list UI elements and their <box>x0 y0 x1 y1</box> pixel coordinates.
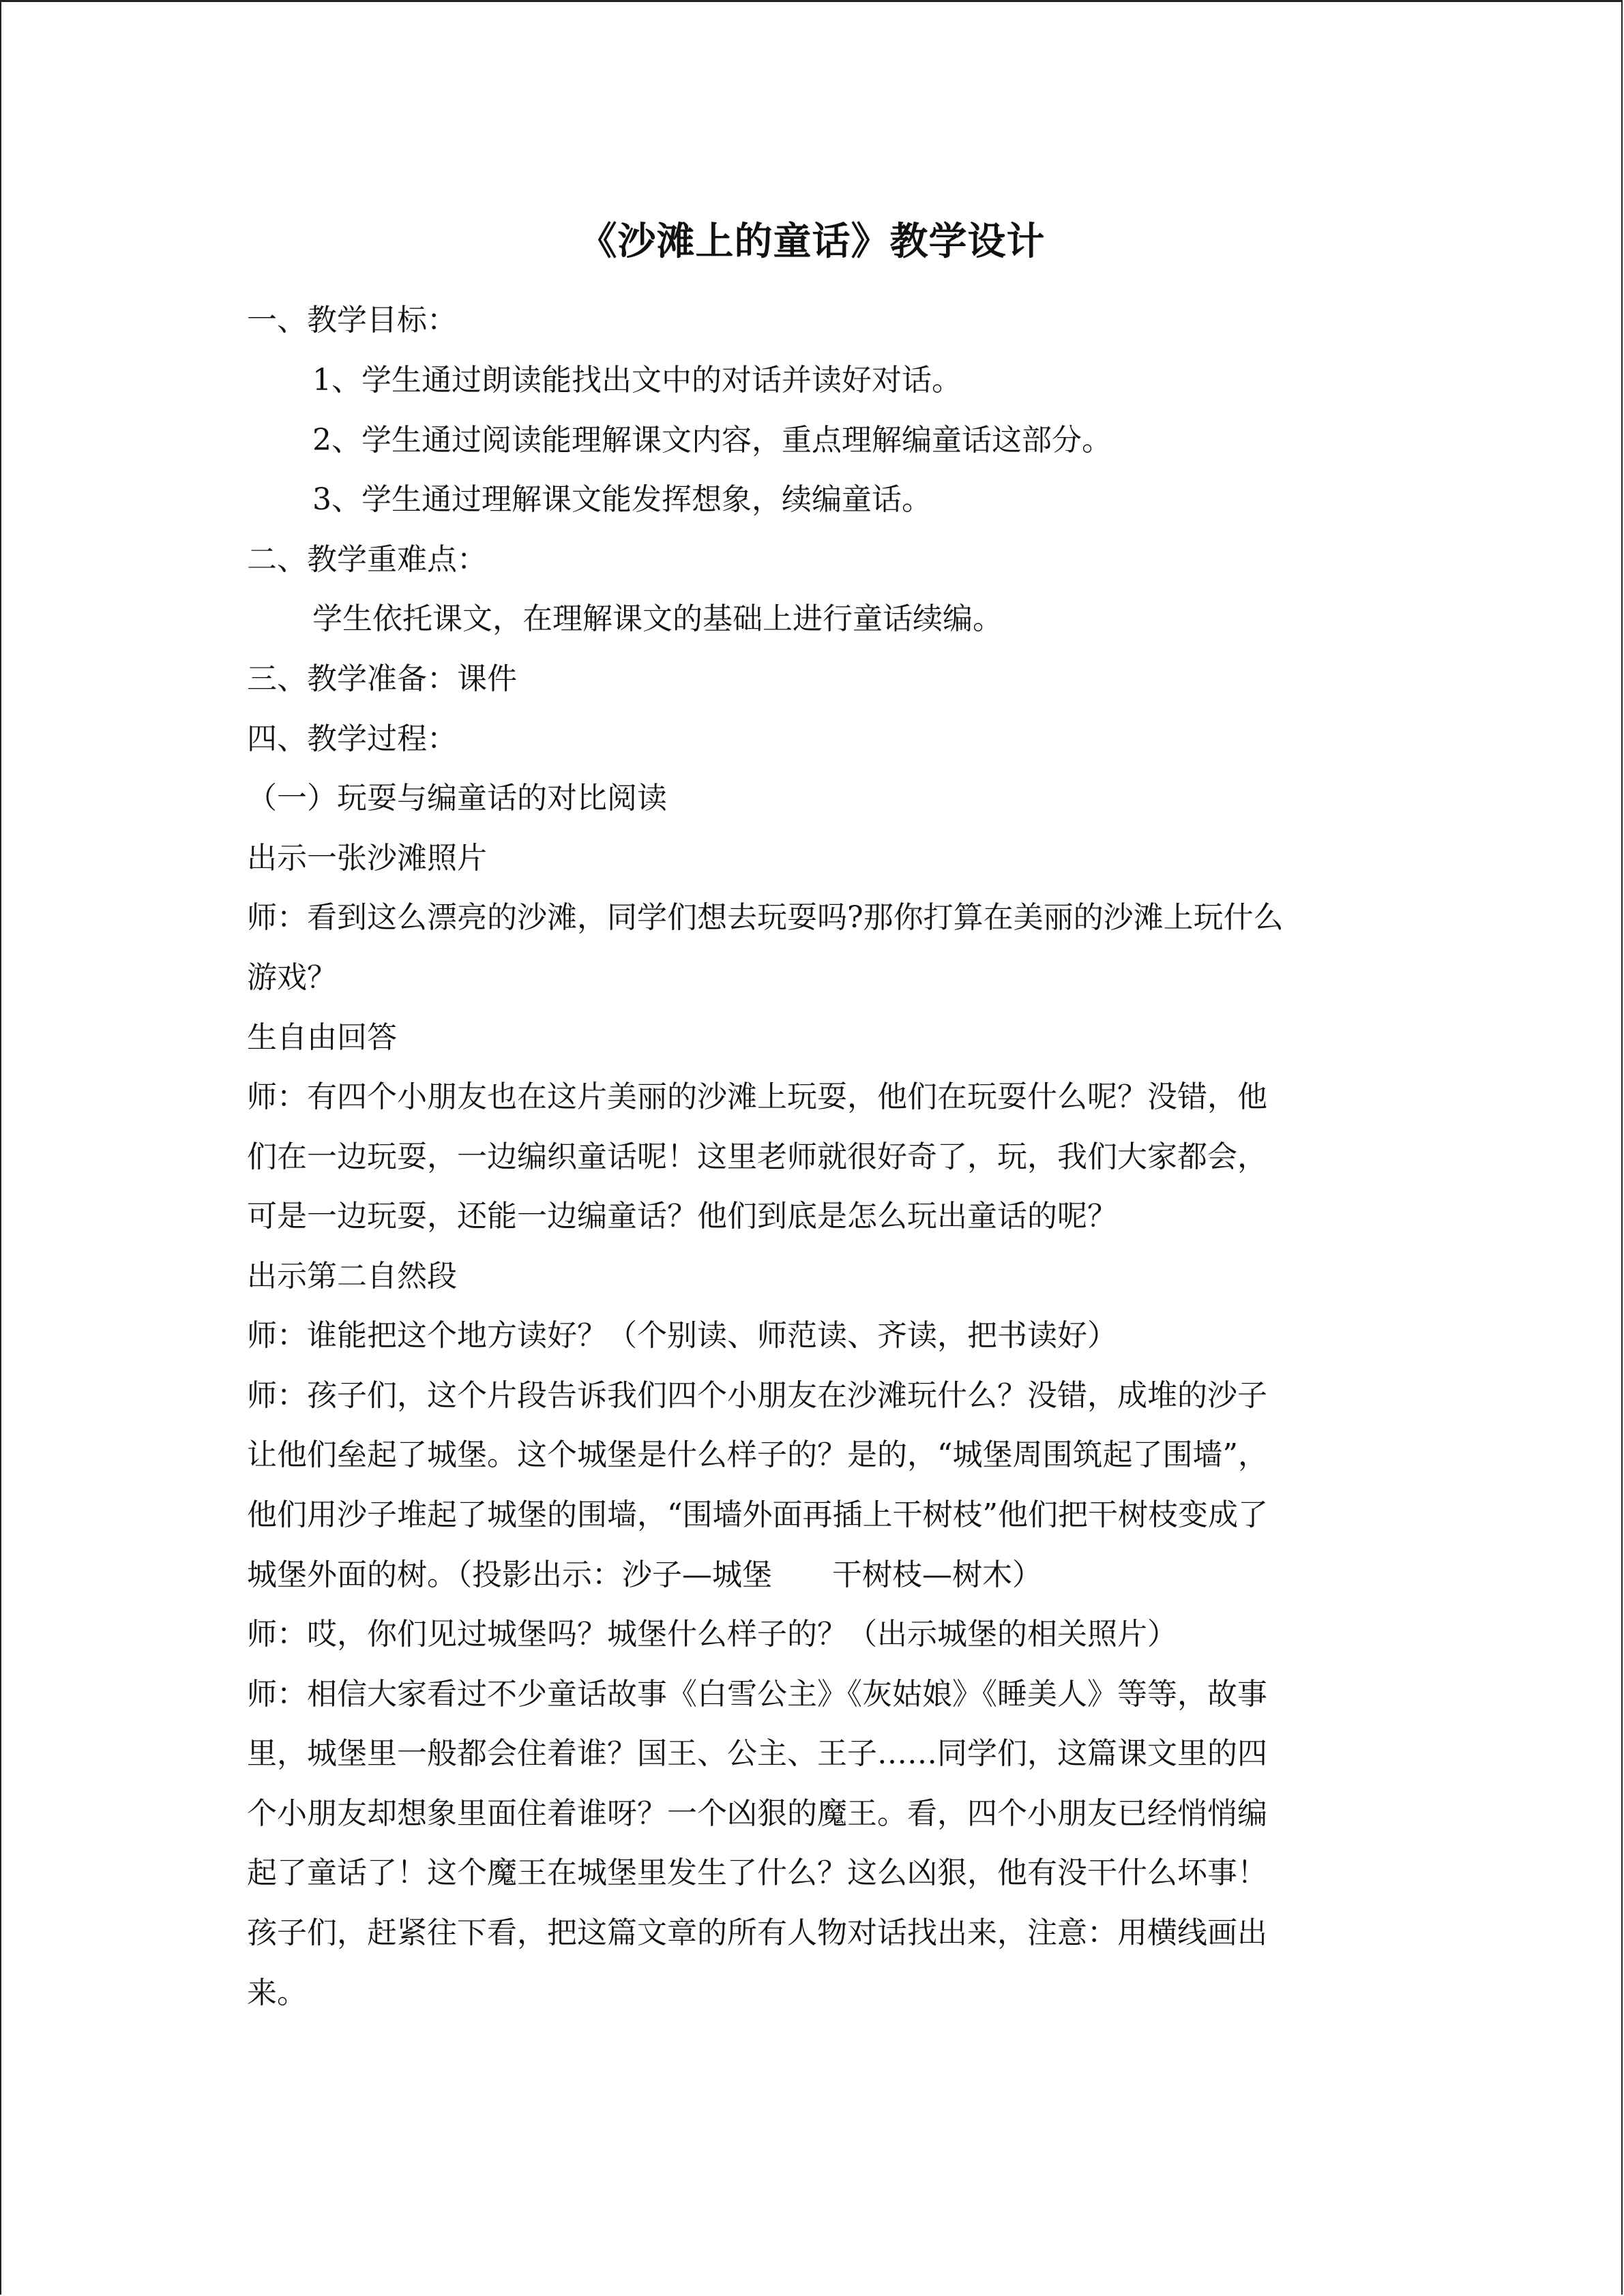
section-heading-process: 四、教学过程： <box>247 721 457 756</box>
paragraph-line: 他们用沙子堆起了城堡的围墙，“围墙外面再插上干树枝”他们把干树枝变成了 <box>247 1497 1268 1532</box>
paragraph-line: 师：哎，你们见过城堡吗？城堡什么样子的？（出示城堡的相关照片） <box>247 1617 1177 1652</box>
paragraph-line: 生自由回答 <box>247 1020 397 1055</box>
paragraph-line: 可是一边玩耍，还能一边编童话？他们到底是怎么玩出童话的呢？ <box>247 1199 1117 1234</box>
paragraph-line: 游戏？ <box>247 960 337 995</box>
document-title: 《沙滩上的童话》教学设计 <box>578 220 1046 264</box>
paragraph-line: 师：孩子们，这个片段告诉我们四个小朋友在沙滩玩什么？没错，成堆的沙子 <box>247 1378 1267 1413</box>
section-heading-preparation: 三、教学准备：课件 <box>247 661 517 696</box>
paragraph-line: 师：相信大家看过不少童话故事《白雪公主》《灰姑娘》《睡美人》等等，故事 <box>247 1677 1267 1712</box>
paragraph-line: 出示一张沙滩照片 <box>247 841 487 876</box>
paragraph-line: 让他们垒起了城堡。这个城堡是什么样子的？是的，“城堡周围筑起了围墙”， <box>247 1437 1268 1472</box>
section-heading-objectives: 一、教学目标： <box>247 303 457 338</box>
paragraph-line: 个小朋友却想象里面住着谁呀？一个凶狠的魔王。看，四个小朋友已经悄悄编 <box>247 1796 1267 1831</box>
paragraph-line: 们在一边玩耍，一边编织童话呢！这里老师就很好奇了，玩，我们大家都会， <box>247 1139 1267 1174</box>
objective-2: 2、学生通过阅读能理解课文内容，重点理解编童话这部分。 <box>312 423 1112 458</box>
objective-3: 3、学生通过理解课文能发挥想象，续编童话。 <box>312 482 932 517</box>
subsection-heading: （一）玩耍与编童话的对比阅读 <box>247 781 667 816</box>
paragraph-line: 出示第二自然段 <box>247 1259 457 1294</box>
paragraph-line: 起了童话了！这个魔王在城堡里发生了什么？这么凶狠，他有没干什么坏事！ <box>247 1855 1267 1890</box>
paragraph-line: 师：谁能把这个地方读好？（个别读、师范读、齐读，把书读好） <box>247 1318 1117 1353</box>
objective-1: 1、学生通过朗读能找出文中的对话并读好对话。 <box>312 363 962 398</box>
paragraph-line: 城堡外面的树。（投影出示：沙子—城堡 干树枝—树木） <box>247 1557 1042 1592</box>
paragraph-line: 师：看到这么漂亮的沙滩，同学们想去玩耍吗?那你打算在美丽的沙滩上玩什么 <box>247 900 1284 935</box>
paragraph-line: 里，城堡里一般都会住着谁？国王、公主、王子……同学们，这篇课文里的四 <box>247 1736 1267 1771</box>
paragraph-line: 来。 <box>247 1976 307 2010</box>
key-points-text: 学生依托课文，在理解课文的基础上进行童话续编。 <box>312 601 1003 636</box>
section-heading-key-points: 二、教学重难点： <box>247 542 487 577</box>
paragraph-line: 师：有四个小朋友也在这片美丽的沙滩上玩耍，他们在玩耍什么呢？没错，他 <box>247 1079 1267 1114</box>
paragraph-line: 孩子们，赶紧往下看，把这篇文章的所有人物对话找出来，注意：用横线画出 <box>247 1915 1267 1950</box>
